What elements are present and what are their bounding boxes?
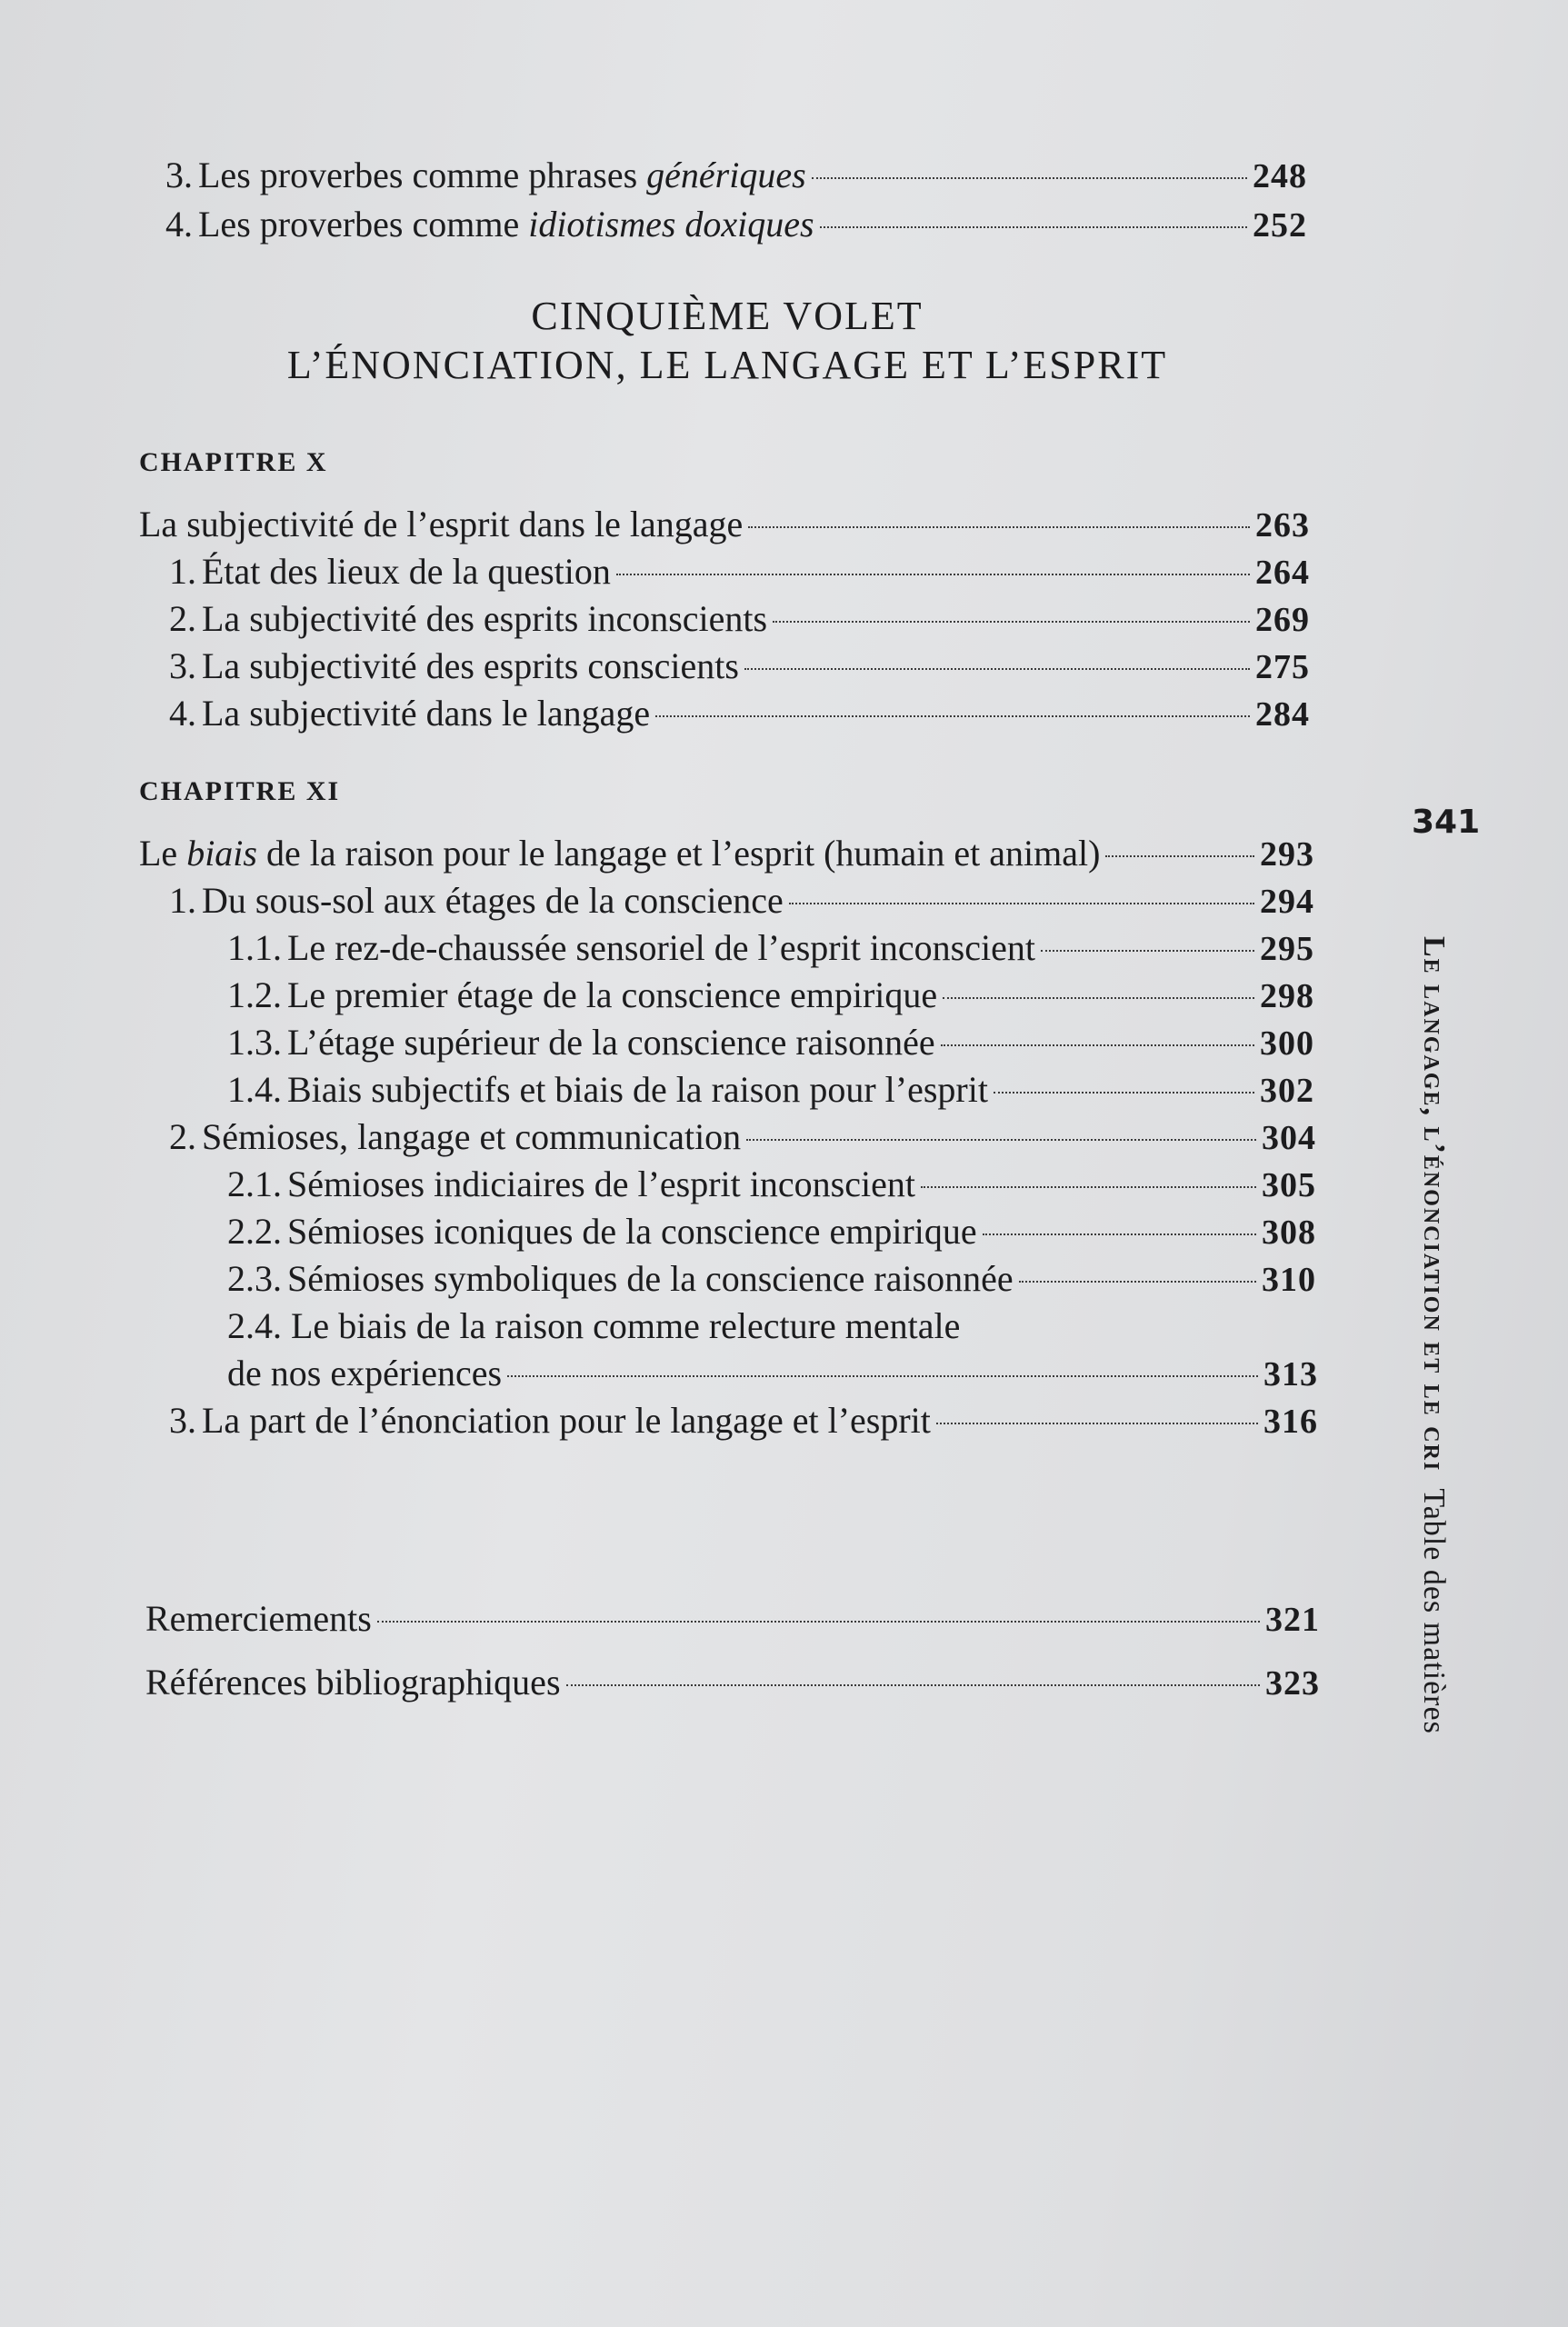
dot-leader xyxy=(789,903,1254,904)
page-number: 323 xyxy=(1265,1664,1320,1703)
dot-leader xyxy=(744,668,1250,670)
entry-number: 1.3. xyxy=(227,1022,282,1063)
entry-number: 2. xyxy=(169,598,196,639)
dot-leader xyxy=(1105,855,1254,857)
entry-title: Le biais de la raison comme relecture mentale xyxy=(291,1305,961,1346)
entry-title: Sémioses iconiques de la conscience empirique xyxy=(287,1211,977,1252)
page-number: 302 xyxy=(1260,1072,1314,1110)
dot-leader xyxy=(746,1139,1256,1141)
dot-leader xyxy=(941,1044,1254,1046)
entry-title: Sémioses, langage et communication xyxy=(202,1116,742,1157)
dot-leader xyxy=(936,1423,1258,1424)
toc-subentry-continuation xyxy=(227,1351,1318,1397)
entry-title-continued: de nos expériences xyxy=(227,1353,503,1393)
entry-title: La subjectivité des esprits inconscients xyxy=(202,598,768,639)
dot-leader xyxy=(566,1684,1260,1686)
entry-title: Le premier étage de la conscience empirique xyxy=(287,974,938,1015)
entry-title: L’étage supérieur de la conscience raisonnée xyxy=(287,1022,935,1063)
toc-subentry xyxy=(227,1067,1314,1114)
entry-title: Les proverbes comme phrases génériques xyxy=(198,155,806,195)
page-number: 275 xyxy=(1255,648,1310,686)
dot-leader xyxy=(812,177,1247,179)
entry-title: Le rez-de-chaussée sensoriel de l’esprit inconscient xyxy=(287,927,1035,968)
entry-number: 2.3. xyxy=(227,1258,282,1299)
chapter-label: CHAPITRE XI xyxy=(139,776,341,806)
entry-number: 4. xyxy=(165,204,193,245)
dot-leader xyxy=(616,574,1250,575)
entry-number: 2.1. xyxy=(227,1164,282,1204)
page-number: 269 xyxy=(1255,601,1310,639)
page-number: 308 xyxy=(1262,1213,1316,1252)
toc-subentry xyxy=(227,1256,1316,1303)
page-number: 252 xyxy=(1253,206,1307,245)
entry-number: 1.4. xyxy=(227,1069,282,1110)
entry-number: 1.1. xyxy=(227,927,282,968)
page-number: 300 xyxy=(1260,1024,1314,1063)
dot-leader xyxy=(983,1233,1256,1235)
entry-number: 3. xyxy=(165,155,193,195)
page-number: 295 xyxy=(1260,930,1314,968)
toc-entry xyxy=(169,1114,1316,1161)
running-head-section: Table des matières xyxy=(1417,1488,1451,1734)
section-title-line2: L’ÉNONCIATION, LE LANGAGE ET L’ESPRIT xyxy=(286,343,1168,387)
toc-entry xyxy=(165,153,1307,199)
page-number: 264 xyxy=(1255,554,1310,592)
toc-subentry xyxy=(227,925,1314,972)
page-number: 294 xyxy=(1260,883,1314,921)
entry-number: 2. xyxy=(169,1116,196,1157)
page-number: 284 xyxy=(1255,695,1310,734)
page-number: 248 xyxy=(1253,157,1307,195)
entry-title: La subjectivité des esprits conscients xyxy=(202,645,739,686)
dot-leader xyxy=(748,526,1250,528)
toc-subentry-first-line xyxy=(227,1303,960,1349)
running-head xyxy=(1416,936,1451,1734)
entry-title: Du sous-sol aux étages de la conscience xyxy=(202,880,784,921)
entry-title: Remerciements xyxy=(145,1598,372,1639)
entry-number: 1. xyxy=(169,551,196,592)
toc-entry xyxy=(169,691,1310,737)
page-number: 321 xyxy=(1265,1601,1320,1639)
entry-number: 3. xyxy=(169,645,196,686)
dot-leader xyxy=(655,715,1250,717)
page-number: 305 xyxy=(1262,1166,1316,1204)
toc-entry xyxy=(169,549,1310,595)
entry-title: Sémioses symboliques de la conscience raisonnée xyxy=(287,1258,1014,1299)
toc-subentry xyxy=(227,1209,1316,1255)
page-number: 293 xyxy=(1260,835,1314,874)
dot-leader xyxy=(1041,950,1254,952)
page-number: 310 xyxy=(1262,1261,1316,1299)
dot-leader xyxy=(377,1621,1260,1623)
section-title-line1: CINQUIÈME VOLET xyxy=(531,294,924,338)
entry-number: 4. xyxy=(169,693,196,734)
dot-leader xyxy=(1019,1281,1256,1283)
toc-subentry xyxy=(227,973,1314,1019)
toc-entry xyxy=(169,644,1310,690)
chapter-label: CHAPITRE X xyxy=(139,447,328,477)
entry-title: Sémioses indiciaires de l’esprit inconscient xyxy=(287,1164,915,1204)
chapter-title-entry xyxy=(139,831,1314,877)
dot-leader xyxy=(921,1186,1256,1188)
entry-number: 1. xyxy=(169,880,196,921)
dot-leader xyxy=(994,1092,1254,1094)
toc-entry xyxy=(169,1398,1318,1444)
entry-number: 2.2. xyxy=(227,1211,282,1252)
entry-number: 2.4. xyxy=(227,1305,282,1346)
chapter-title-entry xyxy=(139,502,1310,548)
toc-subentry xyxy=(227,1162,1316,1208)
entry-number: 3. xyxy=(169,1400,196,1441)
entry-title: État des lieux de la question xyxy=(202,551,611,592)
dot-leader xyxy=(943,997,1254,999)
entry-title: La subjectivité dans le langage xyxy=(202,693,651,734)
page-number: 263 xyxy=(1255,506,1310,544)
page-number: 316 xyxy=(1263,1403,1318,1441)
entry-title: Le biais de la raison pour le langage et l’esprit (humain et animal) xyxy=(139,833,1101,874)
entry-title: Biais subjectifs et biais de la raison pour l’esprit xyxy=(287,1069,988,1110)
page-number: 298 xyxy=(1260,977,1314,1015)
dot-leader xyxy=(773,621,1250,623)
toc-entry xyxy=(165,202,1307,248)
page-number: 304 xyxy=(1262,1119,1316,1157)
page-folio: 341 xyxy=(1412,804,1481,841)
running-head-book-title: Le langage, l’énonciation et le cri xyxy=(1417,936,1451,1473)
page-number: 313 xyxy=(1263,1355,1318,1393)
toc-subentry xyxy=(227,1020,1314,1066)
entry-title: La part de l’énonciation pour le langage et l’esprit xyxy=(202,1400,931,1441)
entry-title: Les proverbes comme idiotismes doxiques xyxy=(198,204,814,245)
back-matter-entry xyxy=(145,1596,1320,1643)
dot-leader xyxy=(820,226,1247,228)
entry-number: 1.2. xyxy=(227,974,282,1015)
entry-title: La subjectivité de l’esprit dans le langage xyxy=(139,504,744,544)
back-matter-entry xyxy=(145,1660,1320,1706)
dot-leader xyxy=(507,1375,1258,1377)
toc-entry xyxy=(169,878,1314,924)
toc-entry xyxy=(169,596,1310,643)
entry-title: Références bibliographiques xyxy=(145,1662,561,1703)
